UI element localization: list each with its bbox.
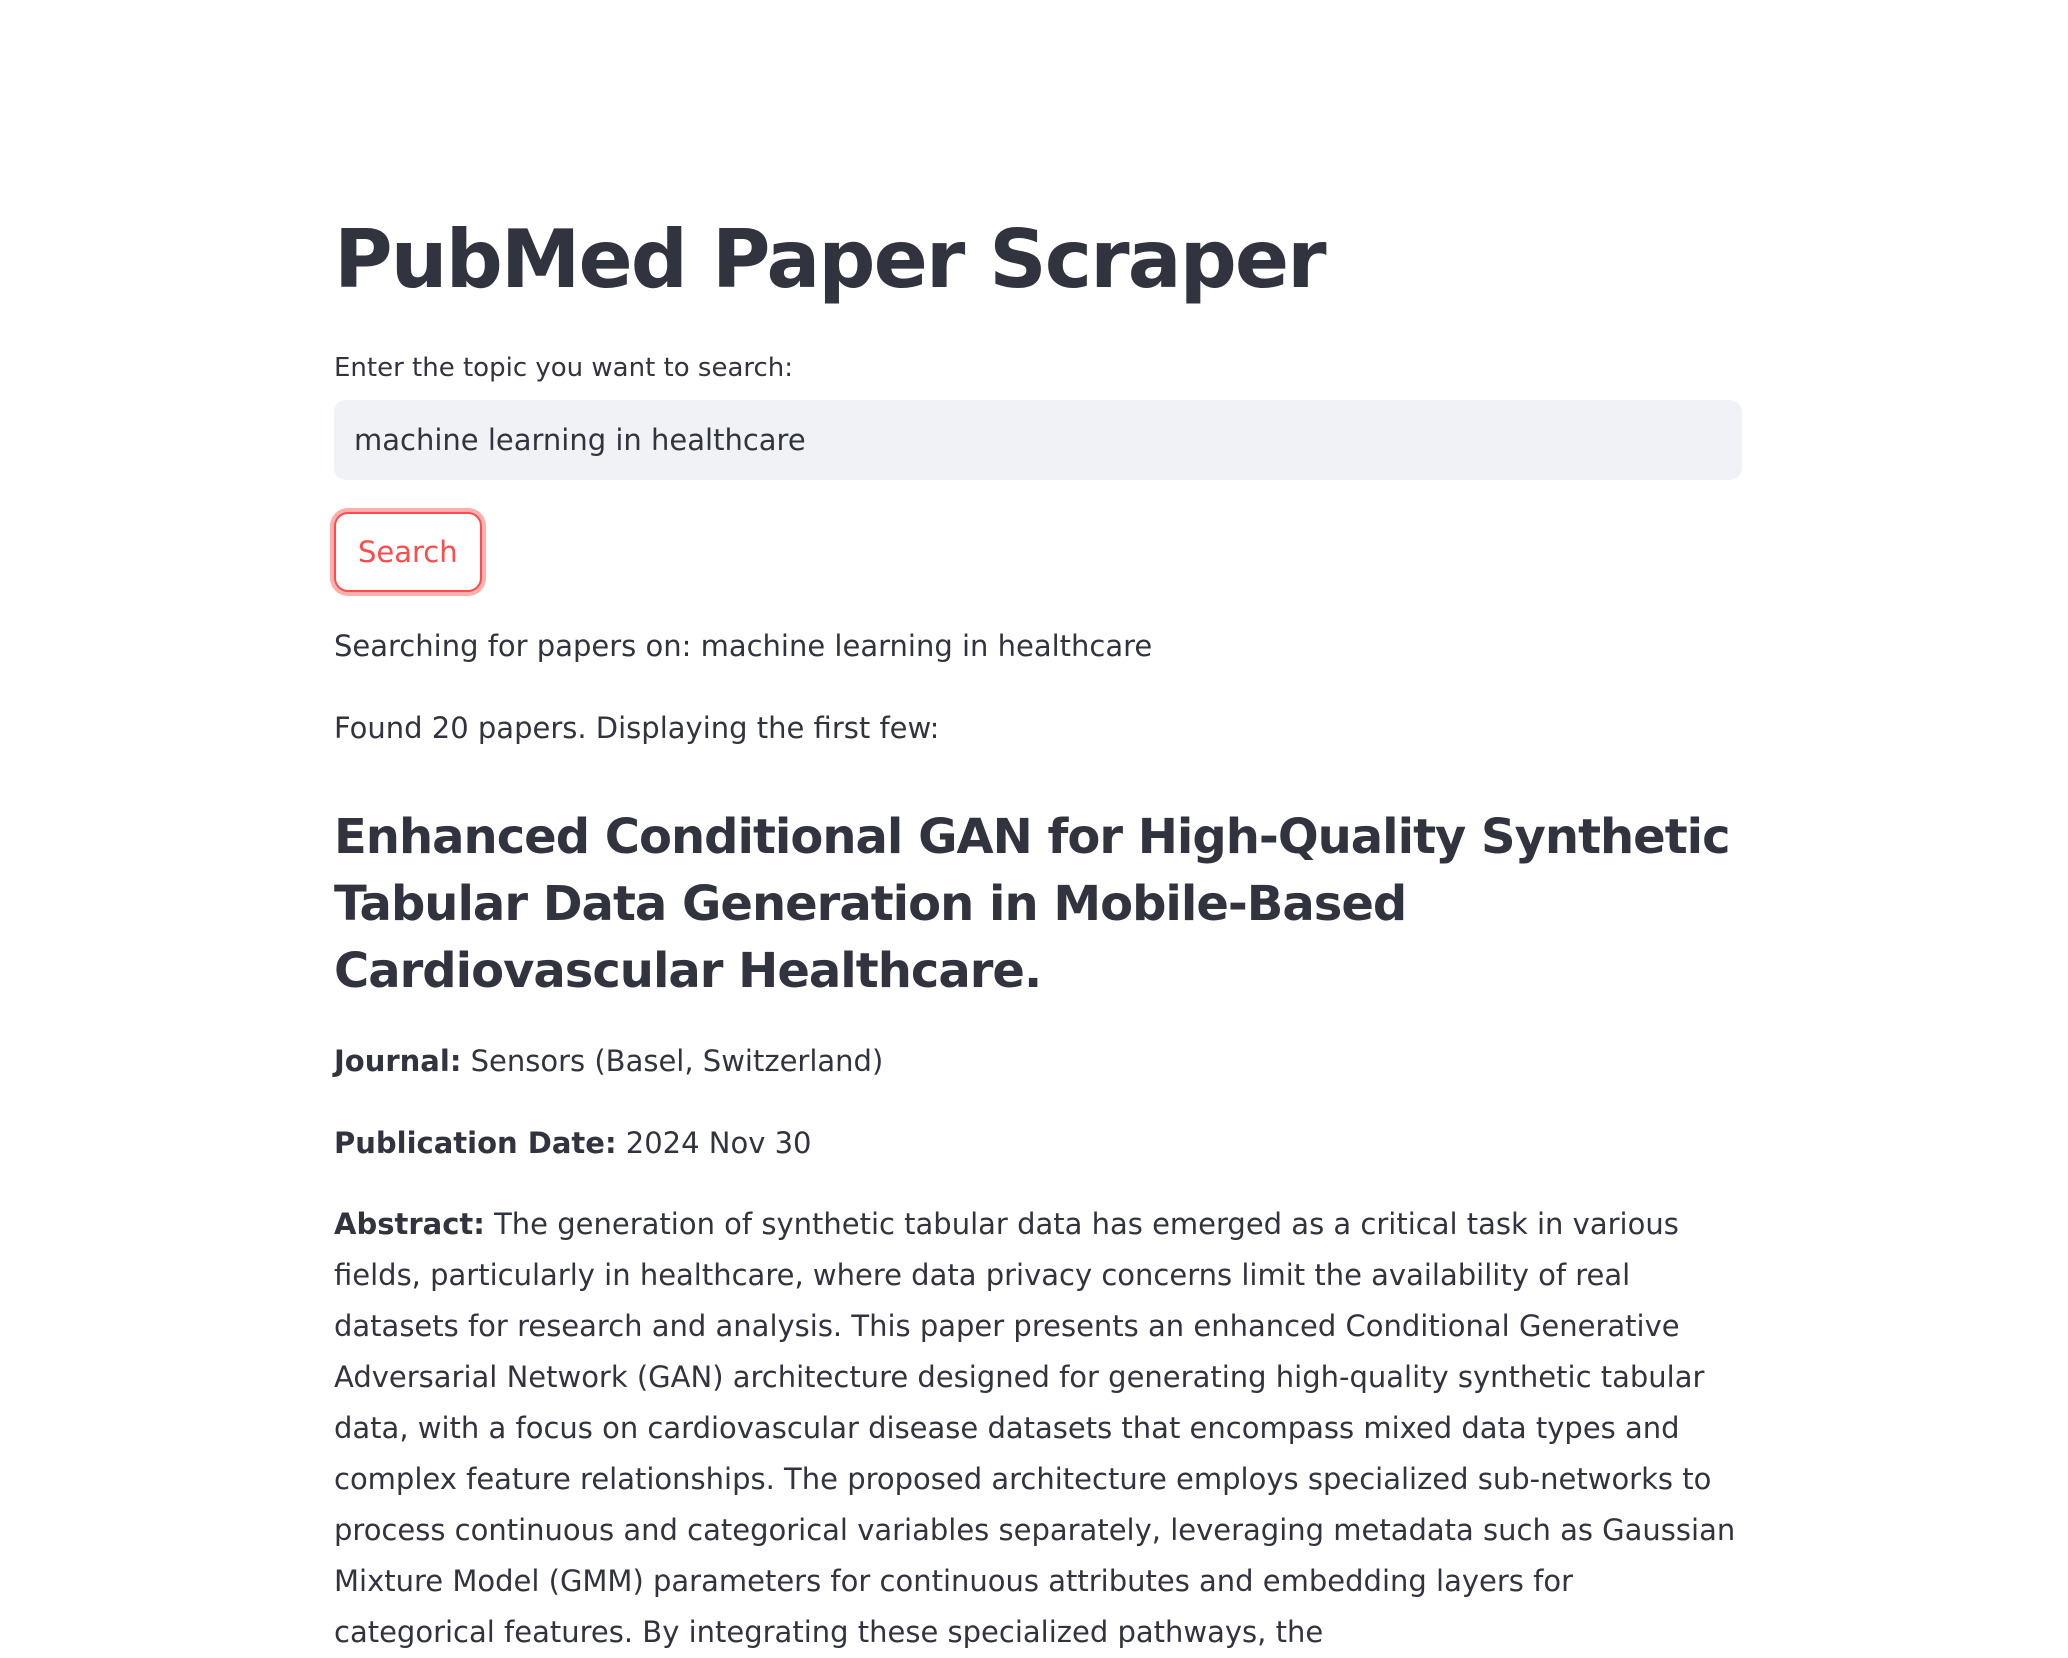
found-status: Found 20 papers. Displaying the first few: xyxy=(334,711,940,745)
search-input[interactable] xyxy=(352,422,1724,458)
button-row xyxy=(334,512,1742,592)
search-button[interactable]: Search xyxy=(334,512,482,592)
journal-value: Sensors (Basel, Switzerland) xyxy=(470,1044,884,1078)
searching-status: Searching for papers on: machine learning in healthcare xyxy=(334,629,1153,663)
search-label: Enter the topic you want to search: xyxy=(334,353,794,383)
paper-title: Enhanced Conditional GAN for High-Quality Synthetic Tabular Data Generation in Mobile-Based Cardiovascular Healthcare. xyxy=(334,809,1730,999)
paper-publication-date xyxy=(334,1119,1742,1167)
search-input-container[interactable] xyxy=(334,400,1742,480)
abstract-label: Abstract: xyxy=(334,1207,485,1241)
page-title: PubMed Paper Scraper xyxy=(334,213,1325,306)
paper-journal xyxy=(334,1037,1742,1085)
paper-abstract xyxy=(334,1199,1742,1658)
publication-date-label: Publication Date: xyxy=(334,1126,617,1160)
main-content xyxy=(334,200,1742,1658)
publication-date-value: 2024 Nov 30 xyxy=(625,1126,812,1160)
abstract-text: The generation of synthetic tabular data has emerged as a critical task in various fields, particularly in healthcare, where data privacy concerns limit the availability of real datasets for research and analysis. This paper presents an enhanced Conditional Generative Adversarial Network (GAN) architecture designed for generating high-quality synthetic tabular data, with a focus on cardiovascular disease datasets that encompass mixed data types and complex feature relationships. The proposed architecture employs specialized sub-networks to process continuous and categorical variables separately, leveraging metadata such as Gaussian Mixture Model (GMM) parameters for continuous attributes and embedding layers for categorical features. By integrating these specialized pathways, the xyxy=(334,1207,1736,1649)
journal-label: Journal: xyxy=(334,1044,462,1078)
